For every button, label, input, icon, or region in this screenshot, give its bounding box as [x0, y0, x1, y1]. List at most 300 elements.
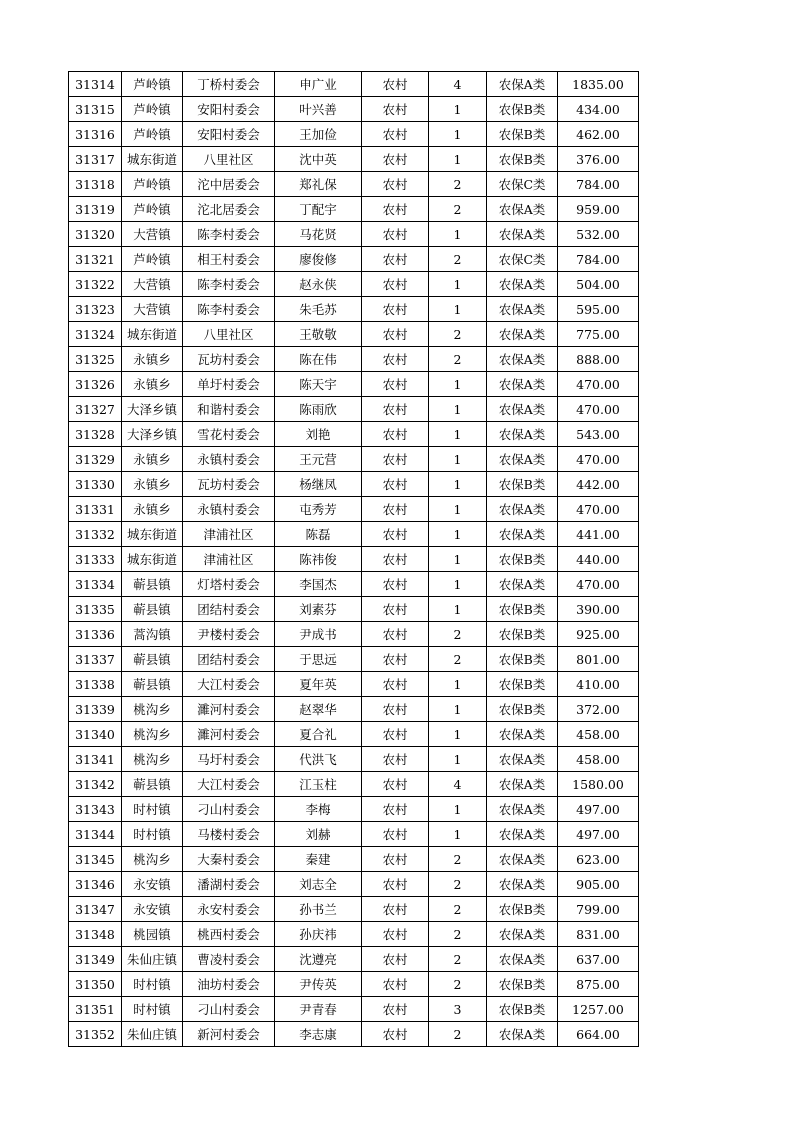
- record-id-cell: 31346: [69, 872, 122, 897]
- amount-cell: 470.00: [558, 397, 639, 422]
- table-row: [69, 97, 639, 122]
- name-cell: 刘志全: [275, 872, 362, 897]
- name-cell: 陈雨欣: [275, 397, 362, 422]
- member-count-cell: 2: [429, 947, 487, 972]
- amount-cell: 831.00: [558, 922, 639, 947]
- insurance-category-cell: 农保A类: [487, 347, 558, 372]
- record-id-cell: 31340: [69, 722, 122, 747]
- insurance-category-cell: 农保C类: [487, 172, 558, 197]
- household-type-cell: 农村: [362, 547, 429, 572]
- table-row: [69, 672, 639, 697]
- amount-cell: 504.00: [558, 272, 639, 297]
- amount-cell: 410.00: [558, 672, 639, 697]
- table-row: [69, 447, 639, 472]
- member-count-cell: 2: [429, 322, 487, 347]
- record-id-cell: 31328: [69, 422, 122, 447]
- household-type-cell: 农村: [362, 397, 429, 422]
- village-cell: 沱北居委会: [183, 197, 275, 222]
- table-row: [69, 797, 639, 822]
- town-cell: 永镇乡: [122, 347, 183, 372]
- record-id-cell: 31334: [69, 572, 122, 597]
- member-count-cell: 1: [429, 822, 487, 847]
- name-cell: 郑礼保: [275, 172, 362, 197]
- record-id-cell: 31327: [69, 397, 122, 422]
- table-row: [69, 72, 639, 97]
- table-row: [69, 947, 639, 972]
- household-type-cell: 农村: [362, 922, 429, 947]
- village-cell: 瓦坊村委会: [183, 472, 275, 497]
- table-row: [69, 622, 639, 647]
- town-cell: 大营镇: [122, 272, 183, 297]
- member-count-cell: 2: [429, 897, 487, 922]
- amount-cell: 801.00: [558, 647, 639, 672]
- town-cell: 大营镇: [122, 297, 183, 322]
- village-cell: 沱中居委会: [183, 172, 275, 197]
- amount-cell: 440.00: [558, 547, 639, 572]
- insurance-category-cell: 农保A类: [487, 497, 558, 522]
- name-cell: 王元营: [275, 447, 362, 472]
- town-cell: 时村镇: [122, 822, 183, 847]
- amount-cell: 470.00: [558, 372, 639, 397]
- insurance-category-cell: 农保B类: [487, 622, 558, 647]
- table-row: [69, 747, 639, 772]
- record-id-cell: 31325: [69, 347, 122, 372]
- records-body: [69, 72, 639, 1047]
- town-cell: 蕲县镇: [122, 572, 183, 597]
- record-id-cell: 31335: [69, 597, 122, 622]
- name-cell: 杨继凤: [275, 472, 362, 497]
- household-type-cell: 农村: [362, 197, 429, 222]
- village-cell: 刁山村委会: [183, 997, 275, 1022]
- name-cell: 刘素芬: [275, 597, 362, 622]
- table-row: [69, 972, 639, 997]
- town-cell: 城东街道: [122, 322, 183, 347]
- record-id-cell: 31333: [69, 547, 122, 572]
- town-cell: 永镇乡: [122, 472, 183, 497]
- insurance-category-cell: 农保A类: [487, 722, 558, 747]
- record-id-cell: 31343: [69, 797, 122, 822]
- town-cell: 永镇乡: [122, 447, 183, 472]
- amount-cell: 458.00: [558, 747, 639, 772]
- name-cell: 夏合礼: [275, 722, 362, 747]
- household-type-cell: 农村: [362, 472, 429, 497]
- table-row: [69, 197, 639, 222]
- name-cell: 廖俊修: [275, 247, 362, 272]
- member-count-cell: 1: [429, 747, 487, 772]
- table-row: [69, 522, 639, 547]
- table-row: [69, 822, 639, 847]
- village-cell: 安阳村委会: [183, 122, 275, 147]
- village-cell: 濉河村委会: [183, 722, 275, 747]
- town-cell: 永安镇: [122, 872, 183, 897]
- household-type-cell: 农村: [362, 847, 429, 872]
- member-count-cell: 1: [429, 572, 487, 597]
- insurance-category-cell: 农保B类: [487, 697, 558, 722]
- town-cell: 时村镇: [122, 797, 183, 822]
- record-id-cell: 31339: [69, 697, 122, 722]
- town-cell: 蕲县镇: [122, 672, 183, 697]
- name-cell: 于思远: [275, 647, 362, 672]
- insurance-category-cell: 农保A类: [487, 222, 558, 247]
- insurance-category-cell: 农保A类: [487, 422, 558, 447]
- amount-cell: 470.00: [558, 572, 639, 597]
- household-type-cell: 农村: [362, 122, 429, 147]
- record-id-cell: 31331: [69, 497, 122, 522]
- member-count-cell: 1: [429, 97, 487, 122]
- household-type-cell: 农村: [362, 797, 429, 822]
- town-cell: 桃园镇: [122, 922, 183, 947]
- village-cell: 濉河村委会: [183, 697, 275, 722]
- insurance-category-cell: 农保B类: [487, 147, 558, 172]
- insurance-category-cell: 农保A类: [487, 72, 558, 97]
- town-cell: 芦岭镇: [122, 97, 183, 122]
- member-count-cell: 1: [429, 222, 487, 247]
- member-count-cell: 2: [429, 1022, 487, 1047]
- village-cell: 桃西村委会: [183, 922, 275, 947]
- insurance-category-cell: 农保A类: [487, 1022, 558, 1047]
- record-id-cell: 31337: [69, 647, 122, 672]
- member-count-cell: 1: [429, 147, 487, 172]
- household-type-cell: 农村: [362, 322, 429, 347]
- insurance-category-cell: 农保B类: [487, 997, 558, 1022]
- name-cell: 刘赫: [275, 822, 362, 847]
- table-row: [69, 272, 639, 297]
- town-cell: 永安镇: [122, 897, 183, 922]
- record-id-cell: 31347: [69, 897, 122, 922]
- amount-cell: 462.00: [558, 122, 639, 147]
- record-id-cell: 31351: [69, 997, 122, 1022]
- name-cell: 陈天宇: [275, 372, 362, 397]
- record-id-cell: 31345: [69, 847, 122, 872]
- table-row: [69, 222, 639, 247]
- amount-cell: 470.00: [558, 447, 639, 472]
- record-id-cell: 31324: [69, 322, 122, 347]
- village-cell: 陈李村委会: [183, 272, 275, 297]
- village-cell: 丁桥村委会: [183, 72, 275, 97]
- insurance-category-cell: 农保A类: [487, 947, 558, 972]
- household-type-cell: 农村: [362, 447, 429, 472]
- village-cell: 津浦社区: [183, 547, 275, 572]
- table-row: [69, 347, 639, 372]
- member-count-cell: 4: [429, 772, 487, 797]
- member-count-cell: 2: [429, 247, 487, 272]
- record-id-cell: 31349: [69, 947, 122, 972]
- town-cell: 桃沟乡: [122, 747, 183, 772]
- household-type-cell: 农村: [362, 572, 429, 597]
- name-cell: 李志康: [275, 1022, 362, 1047]
- record-id-cell: 31319: [69, 197, 122, 222]
- name-cell: 李梅: [275, 797, 362, 822]
- amount-cell: 434.00: [558, 97, 639, 122]
- member-count-cell: 1: [429, 597, 487, 622]
- name-cell: 王敬敬: [275, 322, 362, 347]
- name-cell: 李国杰: [275, 572, 362, 597]
- name-cell: 孙庆祎: [275, 922, 362, 947]
- amount-cell: 623.00: [558, 847, 639, 872]
- record-id-cell: 31322: [69, 272, 122, 297]
- amount-cell: 905.00: [558, 872, 639, 897]
- member-count-cell: 2: [429, 172, 487, 197]
- member-count-cell: 1: [429, 672, 487, 697]
- town-cell: 芦岭镇: [122, 197, 183, 222]
- name-cell: 丁配宇: [275, 197, 362, 222]
- village-cell: 曹凌村委会: [183, 947, 275, 972]
- household-type-cell: 农村: [362, 697, 429, 722]
- record-id-cell: 31320: [69, 222, 122, 247]
- table-row: [69, 997, 639, 1022]
- table-row: [69, 422, 639, 447]
- insurance-category-cell: 农保A类: [487, 572, 558, 597]
- insurance-category-cell: 农保A类: [487, 372, 558, 397]
- insurance-category-cell: 农保A类: [487, 297, 558, 322]
- record-id-cell: 31352: [69, 1022, 122, 1047]
- household-type-cell: 农村: [362, 822, 429, 847]
- amount-cell: 784.00: [558, 247, 639, 272]
- table-row: [69, 497, 639, 522]
- amount-cell: 390.00: [558, 597, 639, 622]
- member-count-cell: 1: [429, 497, 487, 522]
- insurance-category-cell: 农保A类: [487, 322, 558, 347]
- town-cell: 桃沟乡: [122, 722, 183, 747]
- record-id-cell: 31332: [69, 522, 122, 547]
- table-row: [69, 472, 639, 497]
- amount-cell: 372.00: [558, 697, 639, 722]
- village-cell: 八里社区: [183, 147, 275, 172]
- village-cell: 尹楼村委会: [183, 622, 275, 647]
- town-cell: 桃沟乡: [122, 697, 183, 722]
- household-type-cell: 农村: [362, 1022, 429, 1047]
- insurance-category-cell: 农保B类: [487, 597, 558, 622]
- insurance-category-cell: 农保A类: [487, 397, 558, 422]
- table-row: [69, 122, 639, 147]
- town-cell: 蕲县镇: [122, 772, 183, 797]
- insurance-category-cell: 农保A类: [487, 522, 558, 547]
- household-type-cell: 农村: [362, 147, 429, 172]
- insurance-category-cell: 农保A类: [487, 747, 558, 772]
- town-cell: 芦岭镇: [122, 172, 183, 197]
- village-cell: 团结村委会: [183, 597, 275, 622]
- village-cell: 和谐村委会: [183, 397, 275, 422]
- amount-cell: 1835.00: [558, 72, 639, 97]
- amount-cell: 959.00: [558, 197, 639, 222]
- household-type-cell: 农村: [362, 247, 429, 272]
- household-type-cell: 农村: [362, 947, 429, 972]
- amount-cell: 532.00: [558, 222, 639, 247]
- household-type-cell: 农村: [362, 772, 429, 797]
- name-cell: 马花贤: [275, 222, 362, 247]
- record-id-cell: 31326: [69, 372, 122, 397]
- name-cell: 刘艳: [275, 422, 362, 447]
- amount-cell: 784.00: [558, 172, 639, 197]
- household-type-cell: 农村: [362, 647, 429, 672]
- record-id-cell: 31330: [69, 472, 122, 497]
- village-cell: 陈李村委会: [183, 297, 275, 322]
- insurance-category-cell: 农保B类: [487, 672, 558, 697]
- town-cell: 朱仙庄镇: [122, 1022, 183, 1047]
- member-count-cell: 1: [429, 472, 487, 497]
- member-count-cell: 2: [429, 847, 487, 872]
- member-count-cell: 3: [429, 997, 487, 1022]
- household-type-cell: 农村: [362, 722, 429, 747]
- table-row: [69, 772, 639, 797]
- table-row: [69, 322, 639, 347]
- insurance-category-cell: 农保A类: [487, 847, 558, 872]
- village-cell: 油坊村委会: [183, 972, 275, 997]
- amount-cell: 470.00: [558, 497, 639, 522]
- amount-cell: 497.00: [558, 797, 639, 822]
- amount-cell: 441.00: [558, 522, 639, 547]
- village-cell: 陈李村委会: [183, 222, 275, 247]
- amount-cell: 875.00: [558, 972, 639, 997]
- name-cell: 陈祎俊: [275, 547, 362, 572]
- member-count-cell: 2: [429, 622, 487, 647]
- town-cell: 大泽乡镇: [122, 422, 183, 447]
- household-type-cell: 农村: [362, 597, 429, 622]
- town-cell: 时村镇: [122, 997, 183, 1022]
- table-row: [69, 372, 639, 397]
- amount-cell: 925.00: [558, 622, 639, 647]
- insurance-category-cell: 农保A类: [487, 822, 558, 847]
- name-cell: 陈在伟: [275, 347, 362, 372]
- amount-cell: 442.00: [558, 472, 639, 497]
- record-id-cell: 31323: [69, 297, 122, 322]
- amount-cell: 497.00: [558, 822, 639, 847]
- name-cell: 尹青春: [275, 997, 362, 1022]
- town-cell: 蕲县镇: [122, 647, 183, 672]
- table-row: [69, 697, 639, 722]
- village-cell: 马圩村委会: [183, 747, 275, 772]
- amount-cell: 799.00: [558, 897, 639, 922]
- name-cell: 孙书兰: [275, 897, 362, 922]
- household-type-cell: 农村: [362, 172, 429, 197]
- insurance-category-cell: 农保C类: [487, 247, 558, 272]
- town-cell: 大营镇: [122, 222, 183, 247]
- town-cell: 芦岭镇: [122, 72, 183, 97]
- record-id-cell: 31338: [69, 672, 122, 697]
- name-cell: 秦建: [275, 847, 362, 872]
- insurance-category-cell: 农保A类: [487, 922, 558, 947]
- member-count-cell: 1: [429, 722, 487, 747]
- household-type-cell: 农村: [362, 872, 429, 897]
- records-table: [68, 71, 639, 1047]
- village-cell: 新河村委会: [183, 1022, 275, 1047]
- member-count-cell: 1: [429, 522, 487, 547]
- amount-cell: 595.00: [558, 297, 639, 322]
- household-type-cell: 农村: [362, 747, 429, 772]
- member-count-cell: 2: [429, 922, 487, 947]
- name-cell: 代洪飞: [275, 747, 362, 772]
- table-row: [69, 847, 639, 872]
- insurance-category-cell: 农保A类: [487, 872, 558, 897]
- village-cell: 津浦社区: [183, 522, 275, 547]
- amount-cell: 458.00: [558, 722, 639, 747]
- town-cell: 大泽乡镇: [122, 397, 183, 422]
- table-row: [69, 147, 639, 172]
- village-cell: 单圩村委会: [183, 372, 275, 397]
- insurance-category-cell: 农保A类: [487, 447, 558, 472]
- village-cell: 瓦坊村委会: [183, 347, 275, 372]
- town-cell: 桃沟乡: [122, 847, 183, 872]
- member-count-cell: 1: [429, 372, 487, 397]
- name-cell: 江玉柱: [275, 772, 362, 797]
- name-cell: 沈中英: [275, 147, 362, 172]
- town-cell: 城东街道: [122, 547, 183, 572]
- member-count-cell: 2: [429, 347, 487, 372]
- insurance-category-cell: 农保A类: [487, 772, 558, 797]
- town-cell: 蒿沟镇: [122, 622, 183, 647]
- village-cell: 雪花村委会: [183, 422, 275, 447]
- table-row: [69, 872, 639, 897]
- name-cell: 叶兴善: [275, 97, 362, 122]
- insurance-category-cell: 农保B类: [487, 972, 558, 997]
- household-type-cell: 农村: [362, 347, 429, 372]
- insurance-category-cell: 农保B类: [487, 122, 558, 147]
- village-cell: 马楼村委会: [183, 822, 275, 847]
- amount-cell: 1257.00: [558, 997, 639, 1022]
- record-id-cell: 31344: [69, 822, 122, 847]
- member-count-cell: 2: [429, 972, 487, 997]
- town-cell: 时村镇: [122, 972, 183, 997]
- table-row: [69, 647, 639, 672]
- record-id-cell: 31315: [69, 97, 122, 122]
- insurance-category-cell: 农保B类: [487, 647, 558, 672]
- record-id-cell: 31317: [69, 147, 122, 172]
- household-type-cell: 农村: [362, 272, 429, 297]
- table-row: [69, 1022, 639, 1047]
- village-cell: 大江村委会: [183, 772, 275, 797]
- amount-cell: 1580.00: [558, 772, 639, 797]
- record-id-cell: 31336: [69, 622, 122, 647]
- member-count-cell: 1: [429, 697, 487, 722]
- member-count-cell: 1: [429, 797, 487, 822]
- town-cell: 永镇乡: [122, 372, 183, 397]
- insurance-category-cell: 农保A类: [487, 797, 558, 822]
- village-cell: 大秦村委会: [183, 847, 275, 872]
- member-count-cell: 1: [429, 272, 487, 297]
- household-type-cell: 农村: [362, 97, 429, 122]
- member-count-cell: 1: [429, 547, 487, 572]
- village-cell: 安阳村委会: [183, 97, 275, 122]
- table-row: [69, 722, 639, 747]
- household-type-cell: 农村: [362, 497, 429, 522]
- record-id-cell: 31314: [69, 72, 122, 97]
- town-cell: 城东街道: [122, 522, 183, 547]
- member-count-cell: 1: [429, 397, 487, 422]
- village-cell: 相王村委会: [183, 247, 275, 272]
- amount-cell: 376.00: [558, 147, 639, 172]
- household-type-cell: 农村: [362, 297, 429, 322]
- table-row: [69, 547, 639, 572]
- village-cell: 永镇村委会: [183, 447, 275, 472]
- member-count-cell: 1: [429, 122, 487, 147]
- village-cell: 潘湖村委会: [183, 872, 275, 897]
- table-row: [69, 247, 639, 272]
- household-type-cell: 农村: [362, 972, 429, 997]
- household-type-cell: 农村: [362, 372, 429, 397]
- household-type-cell: 农村: [362, 672, 429, 697]
- insurance-category-cell: 农保B类: [487, 897, 558, 922]
- table-row: [69, 572, 639, 597]
- name-cell: 陈磊: [275, 522, 362, 547]
- amount-cell: 664.00: [558, 1022, 639, 1047]
- village-cell: 大江村委会: [183, 672, 275, 697]
- household-type-cell: 农村: [362, 222, 429, 247]
- town-cell: 朱仙庄镇: [122, 947, 183, 972]
- member-count-cell: 2: [429, 647, 487, 672]
- member-count-cell: 1: [429, 447, 487, 472]
- name-cell: 尹传英: [275, 972, 362, 997]
- village-cell: 团结村委会: [183, 647, 275, 672]
